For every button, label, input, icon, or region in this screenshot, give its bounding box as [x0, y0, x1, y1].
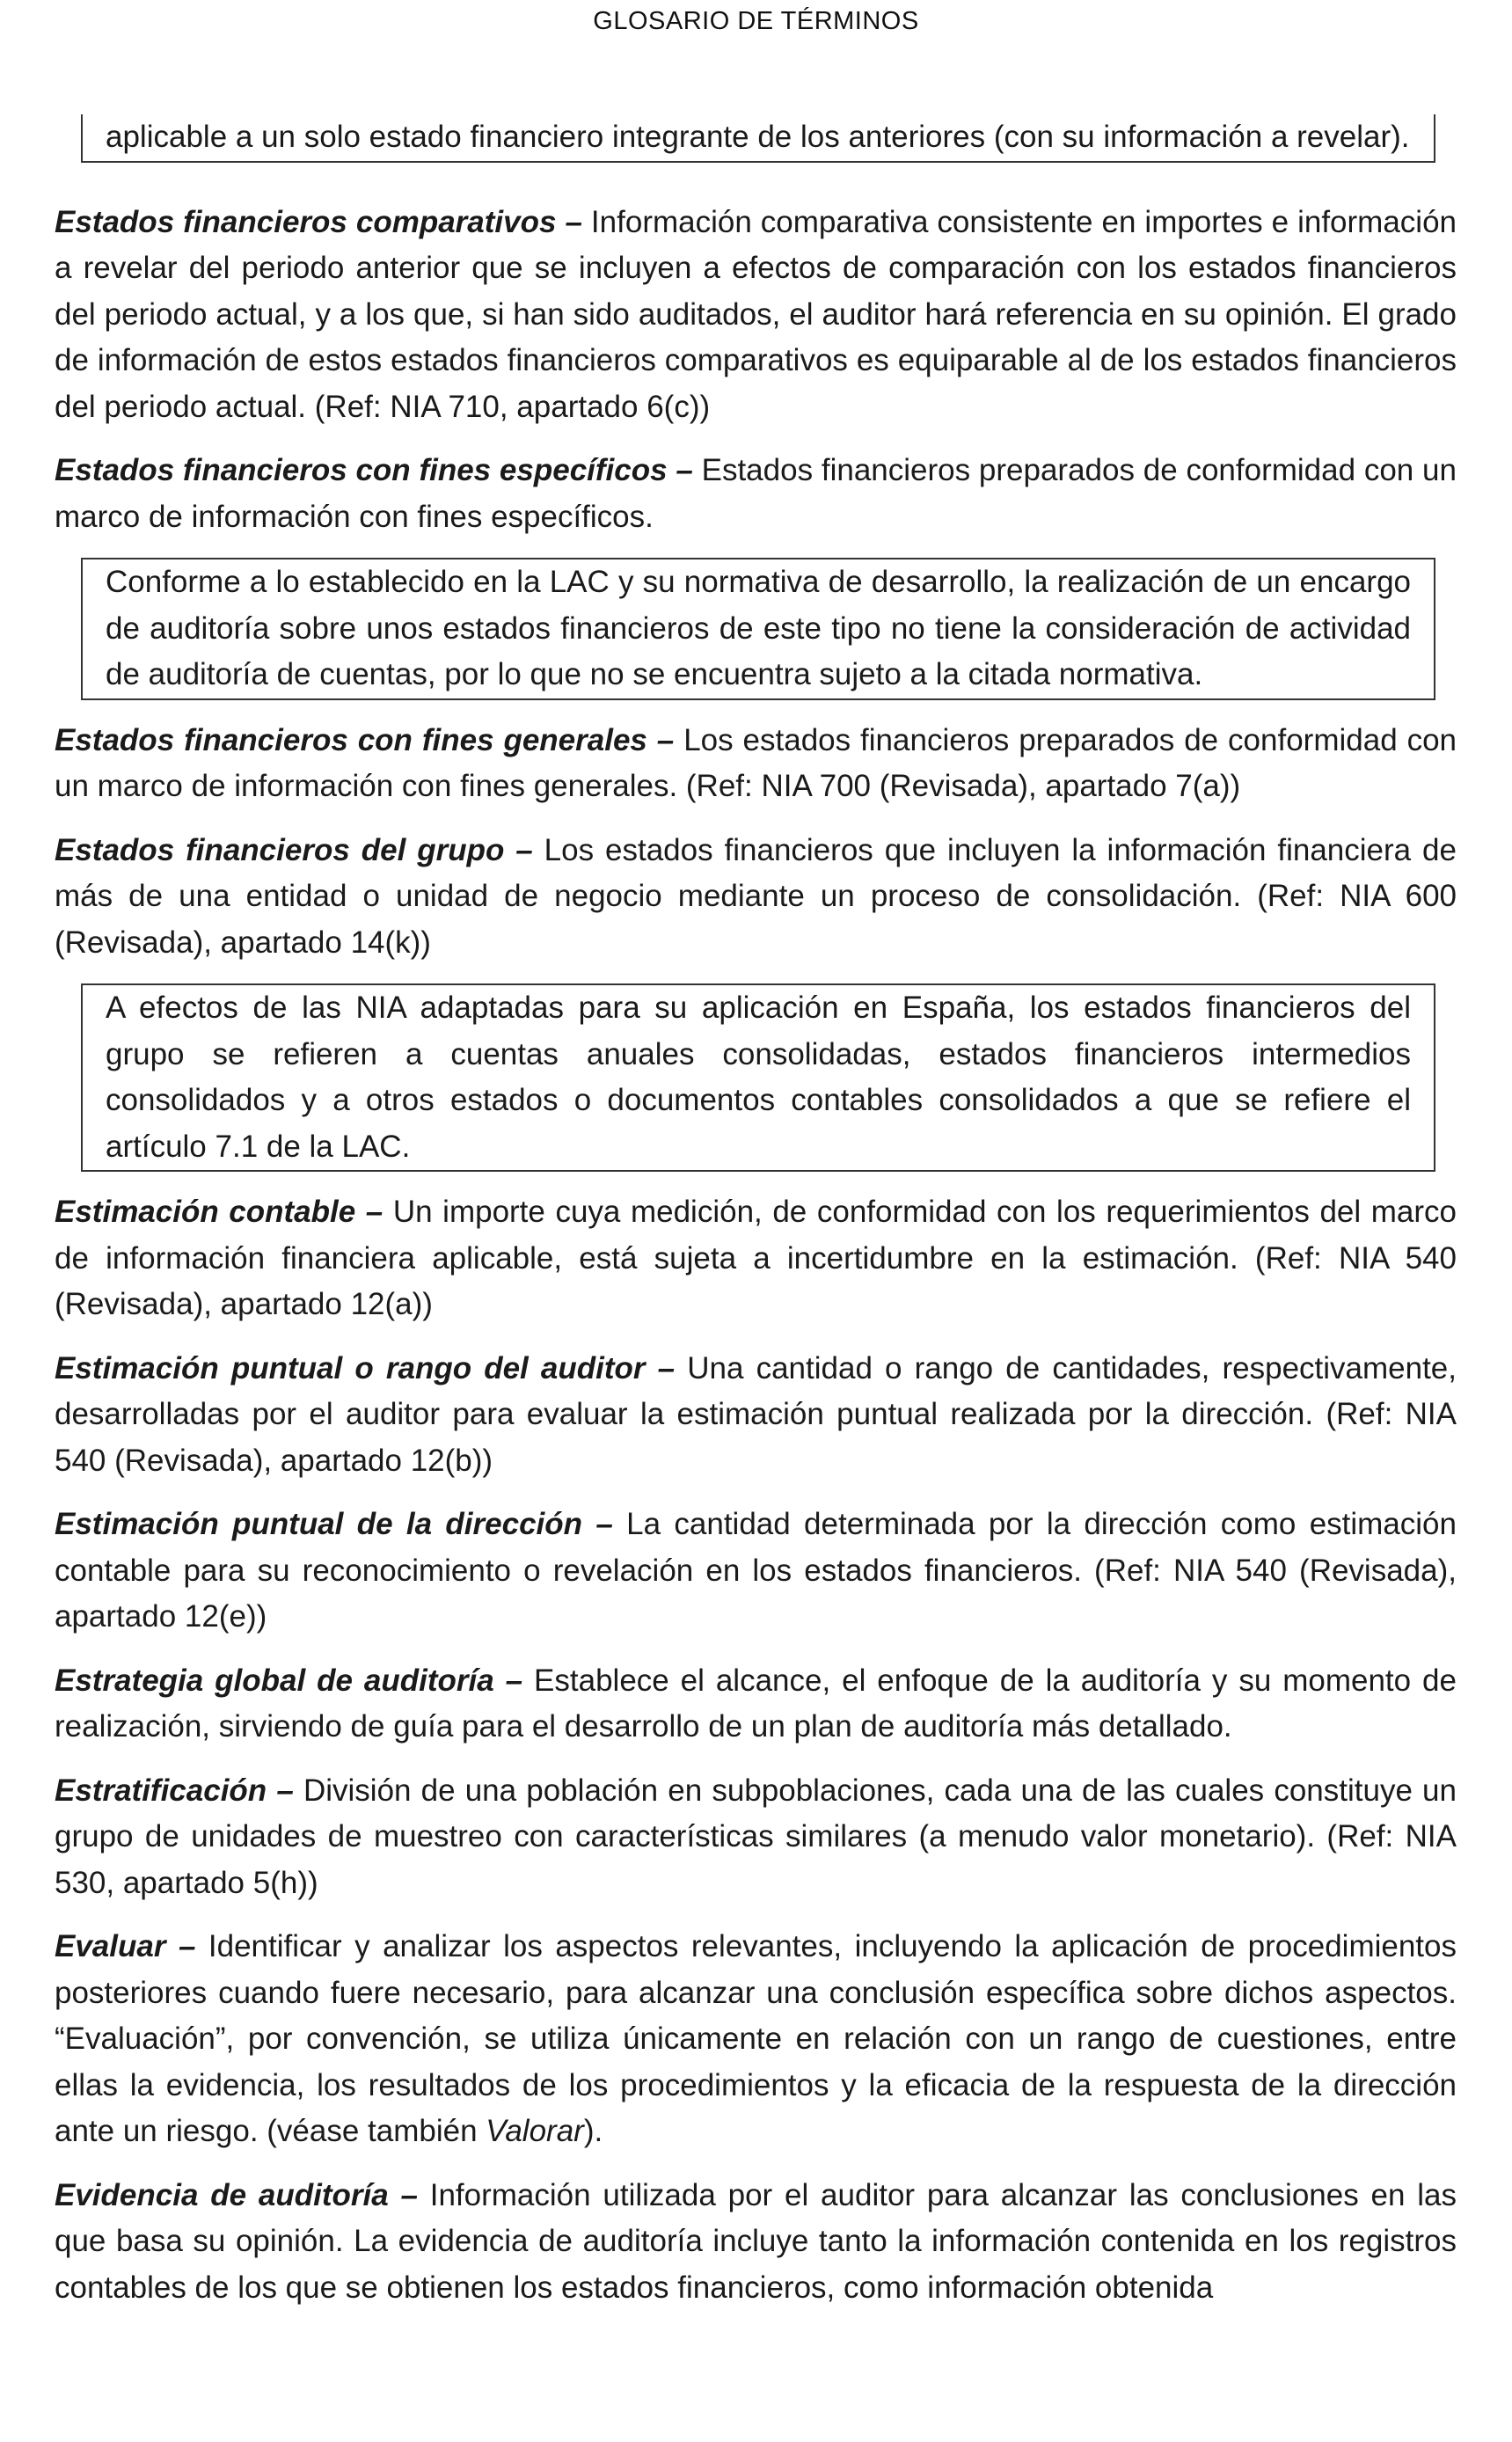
- glossary-entry-evidencia-auditoria: [55, 2173, 1457, 2312]
- term: Estados financieros comparativos –: [55, 204, 582, 239]
- cross-reference: Valorar: [486, 2114, 584, 2148]
- term: Estados financieros con fines generales –: [55, 722, 675, 757]
- term: Estimación puntual de la dirección –: [55, 1507, 613, 1541]
- definition: Información utilizada por el auditor para alcanzar las conclusiones en las que basa su opinión. La evidencia de auditoría incluye tanto la información contenida en los registros contables de los que se obtienen los estados financieros, como información obtenida: [55, 2177, 1457, 2305]
- glossary-entry-estrategia-global: [55, 1658, 1457, 1751]
- note-box-grupo: [81, 983, 1435, 1172]
- definition: División de una población en subpoblaciones, cada una de las cuales constituye un grupo de unidades de muestreo con características similares (a menudo valor monetario). (Ref: NIA 530, apartado 5(h)): [55, 1773, 1457, 1900]
- definition: La cantidad determinada por la dirección como estimación contable para su reconocimiento o revelación en los estados financieros. (Ref: NIA 540 (Revisada), apartado 12(e)): [55, 1507, 1457, 1634]
- document-body: [55, 116, 1457, 2329]
- definition: Información comparativa consistente en importes e información a revelar del periodo anterior que se incluyen a efectos de comparación con los estados financieros del periodo actual, y a los que, si han sido auditados, el auditor hará referencia en su opinión. El grado de información de estos estados financieros comparativos es equiparable al de los estados financieros del periodo actual. (Ref: NIA 710, apartado 6(c)): [55, 204, 1457, 424]
- note-text: aplicable a un solo estado financiero integrante de los anteriores (con su información a revelar).: [106, 120, 1410, 154]
- note-box-continued: [81, 114, 1435, 163]
- definition: Un importe cuya medición, de conformidad con los requerimientos del marco de información financiera aplicable, está sujeta a incertidumbre en la estimación. (Ref: NIA 540 (Revisada), apartado 12(a)): [55, 1195, 1457, 1321]
- term: Estratificación –: [55, 1773, 294, 1808]
- page-header: GLOSARIO DE TÉRMINOS: [593, 7, 919, 35]
- term: Estados financieros con fines específicos –: [55, 453, 693, 487]
- term: Estrategia global de auditoría –: [55, 1663, 523, 1698]
- note-text: Conforme a lo establecido en la LAC y su normativa de desarrollo, la realización de un encargo de auditoría sobre unos estados financieros de este tipo no tiene la consideración de actividad de auditoría de cuentas, por lo que no se encuentra sujeto a la citada normativa.: [106, 565, 1411, 691]
- term: Estimación contable –: [55, 1195, 383, 1229]
- glossary-entry-estados-financieros-grupo: [55, 828, 1457, 967]
- note-text: A efectos de las NIA adaptadas para su aplicación en España, los estados financieros del grupo se refieren a cuentas anuales consolidadas, estados financieros intermedios consolidados y a otros estados o documentos contables consolidados a que se refiere el artículo 7.1 de la LAC.: [106, 991, 1411, 1164]
- term: Estimación puntual o rango del auditor –: [55, 1350, 676, 1386]
- term: Evaluar –: [55, 1929, 196, 1963]
- glossary-entry-estados-financieros-fines-generales: [55, 718, 1457, 810]
- glossary-entry-estimacion-puntual-auditor: [55, 1346, 1457, 1485]
- glossary-entry-estados-financieros-comparativos: [55, 200, 1457, 431]
- glossary-entry-evaluar: [55, 1924, 1457, 2155]
- glossary-entry-estimacion-puntual-direccion: [55, 1502, 1457, 1641]
- definition: Estados financieros preparados de conformidad con un marco de información con fines específicos.: [55, 453, 1457, 534]
- glossary-entry-estimacion-contable: [55, 1189, 1457, 1328]
- term: Evidencia de auditoría –: [55, 2177, 418, 2212]
- definition: Establece el alcance, el enfoque de la auditoría y su momento de realización, sirviendo de guía para el desarrollo de un plan de auditoría más detallado.: [55, 1663, 1457, 1744]
- definition-end: ).: [583, 2114, 603, 2148]
- glossary-entry-estados-financieros-fines-especificos: [55, 448, 1457, 540]
- term: Estados financieros del grupo –: [55, 832, 533, 867]
- glossary-entry-estratificacion: [55, 1768, 1457, 1907]
- definition: Los estados financieros que incluyen la información financiera de más de una entidad o unidad de negocio mediante un proceso de consolidación. (Ref: NIA 600 (Revisada), apartado 14(k)): [55, 832, 1457, 960]
- note-box-fines-especificos: [81, 558, 1435, 700]
- definition: Identificar y analizar los aspectos relevantes, incluyendo la aplicación de procedimientos posteriores cuando fuere necesario, para alcanzar una conclusión específica sobre dichos aspectos. “Evaluación”, por convención, se utiliza únicamente en relación con un rango de cuestiones, entre ellas la evidencia, los resultados de los procedimientos y la eficacia de la respuesta de la dirección ante un riesgo. (véase también: [55, 1929, 1457, 2148]
- definition: Una cantidad o rango de cantidades, respectivamente, desarrolladas por el auditor para evaluar la estimación puntual realizada por la dirección. (Ref: NIA 540 (Revisada), apartado 12(b)): [55, 1350, 1457, 1478]
- definition: Los estados financieros preparados de conformidad con un marco de información con fines generales. (Ref: NIA 700 (Revisada), apartado 7(a)): [55, 722, 1457, 803]
